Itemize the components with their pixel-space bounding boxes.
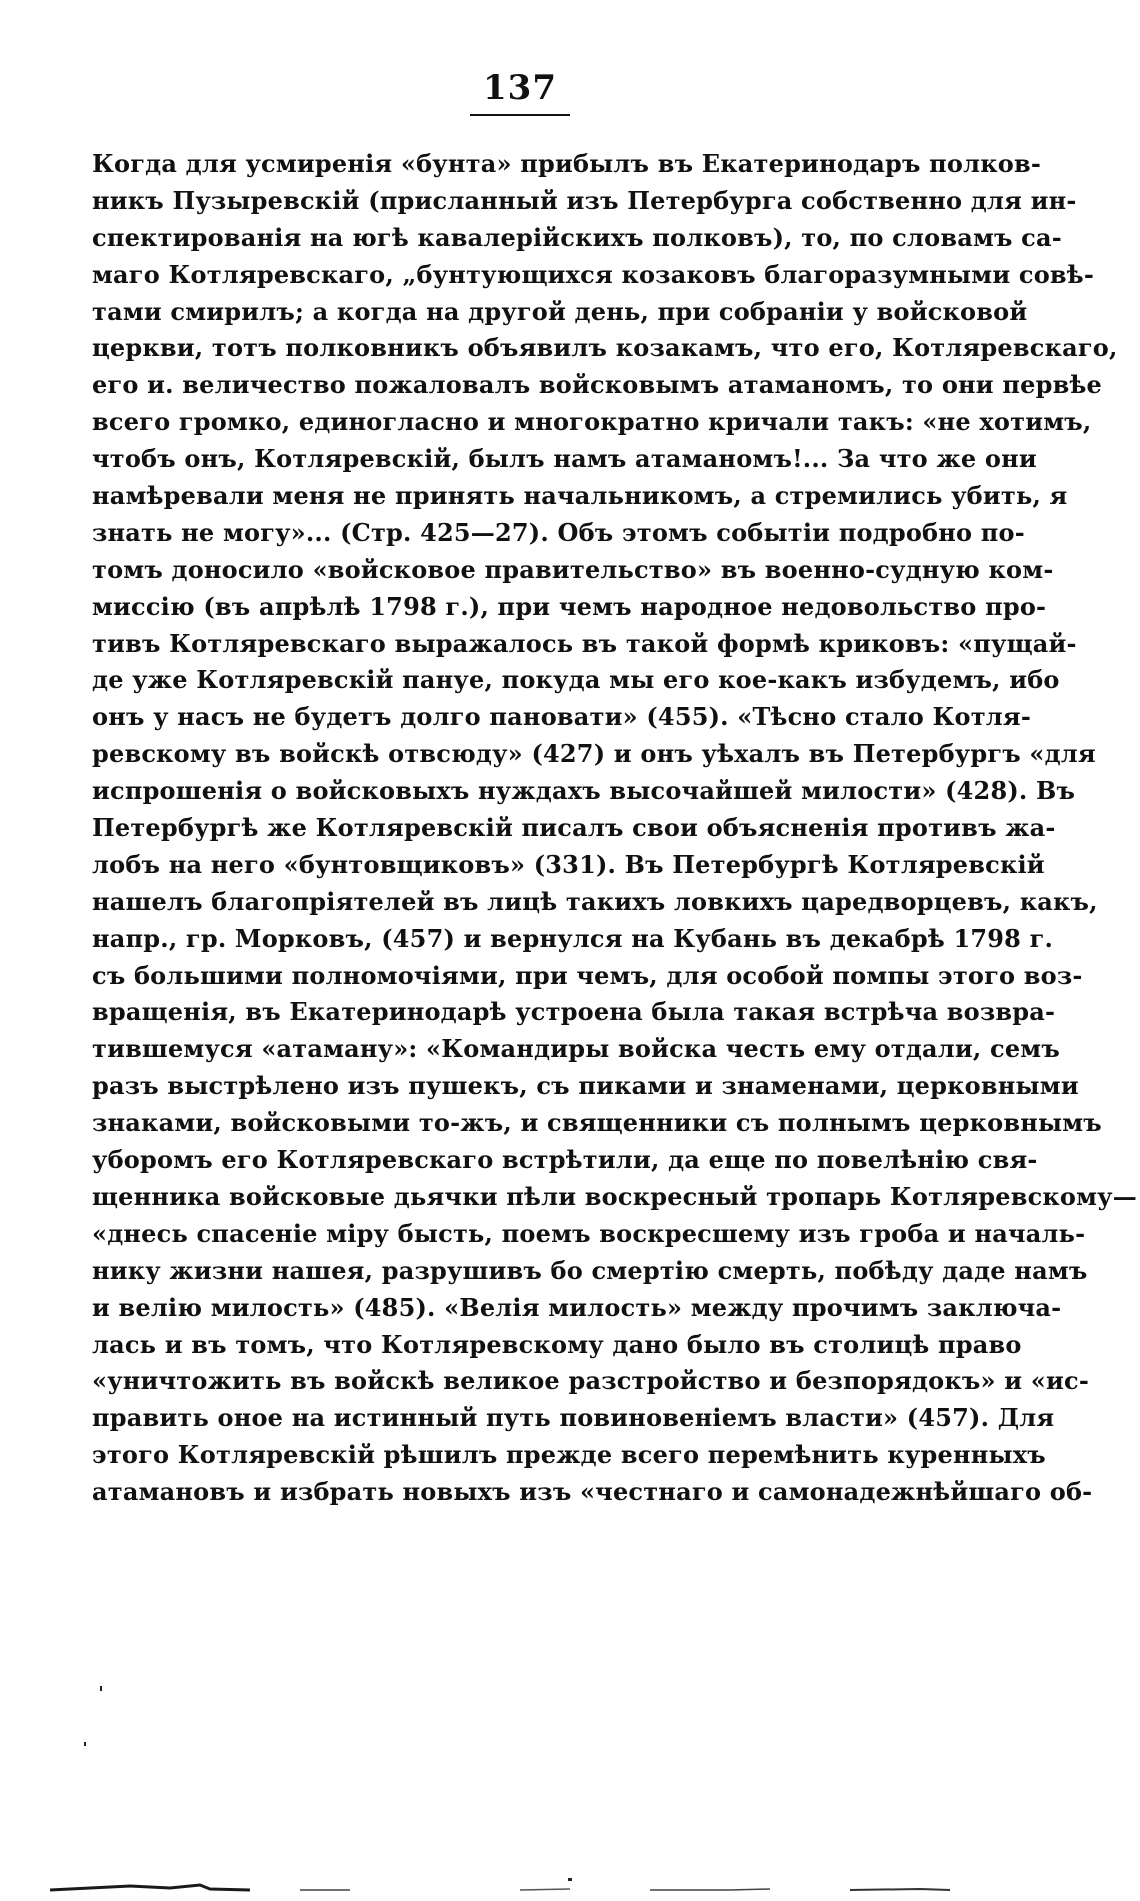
text-line: тившемуся «атаману»: «Командиры войска честь ему отдали, семъ	[92, 1034, 1060, 1064]
text-line: разъ выстрѣлено изъ пушекъ, съ пиками и знаменами, церковными	[92, 1071, 1079, 1101]
text-line: и велію милость» (485). «Велія милость» между прочимъ заключа-	[92, 1292, 1062, 1322]
text-line: съ большими полномочіями, при чемъ, для особой помпы этого воз-	[92, 960, 1083, 990]
text-line: чтобъ онъ, Котляревскій, былъ намъ атаманомъ!... За что же они	[92, 444, 1037, 474]
text-line: намѣревали меня не принять начальникомъ, а стремились убить, я	[92, 481, 1068, 511]
page-number-underline	[470, 114, 570, 116]
text-line: церкви, тотъ полковникъ объявилъ козакамъ, что его, Котляревскаго,	[92, 333, 1118, 363]
text-line: Петербургѣ же Котляревскій писалъ свои объясненія противъ жа-	[92, 813, 1056, 843]
text-line: нику жизни нашея, разрушивъ бо смертію смерть, побѣду даде намъ	[92, 1255, 1088, 1285]
text-line: Когда для усмиренія «бунта» прибылъ въ Екатеринодаръ полков-	[92, 149, 1041, 178]
text-line: тивъ Котляревскаго выражалось въ такой формѣ криковъ: «пущай-	[92, 628, 1077, 658]
text-line: этого Котляревскій рѣшилъ прежде всего перемѣнить куренныхъ	[92, 1440, 1046, 1470]
text-line: тами смирилъ; а когда на другой день, при собраніи у войсковой	[92, 296, 1028, 326]
text-line: «уничтожить въ войскѣ великое разстройство и безпорядокъ» и «ис-	[92, 1366, 1089, 1396]
text-line: знаками, войсковыми то-жъ, и священники съ полнымъ церковнымъ	[92, 1108, 1102, 1138]
text-line: править оное на истинный путь повиновеніемъ власти» (457). Для	[92, 1403, 1055, 1433]
text-line: никъ Пузыревскій (присланный изъ Петербурга собственно для ин-	[92, 185, 1077, 215]
text-line: испрошенія о войсковыхъ нуждахъ высочайшей милости» (428). Въ	[92, 776, 1076, 806]
text-line: нашелъ благопріятелей въ лицѣ такихъ ловкихъ царедворцевъ, какъ,	[92, 886, 1098, 916]
text-line: маго Котляревскаго, „бунтующихся козаковъ благоразумными совѣ-	[92, 259, 1095, 289]
text-line: миссію (въ апрѣлѣ 1798 г.), при чемъ народное недовольство про-	[92, 591, 1047, 621]
text-line: ревскому въ войскѣ отвсюду» (427) и онъ уѣхалъ въ Петербургъ «для	[92, 739, 1096, 769]
text-line: лобъ на него «бунтовщиковъ» (331). Въ Петербургѣ Котляревскій	[92, 849, 1045, 879]
text-line: лась и въ томъ, что Котляревскому дано было въ столицѣ право	[92, 1329, 1022, 1359]
text-line: его и. величество пожаловалъ войсковымъ атаманомъ, то они первѣе	[92, 370, 1102, 400]
scan-speck	[100, 1686, 102, 1691]
text-line: спектированія на югѣ кавалерійскихъ полковъ), то, по словамъ са-	[92, 222, 1062, 252]
text-line: онъ у насъ не будетъ долго пановати» (455). «Тѣсно стало Котля-	[92, 702, 1032, 732]
text-line: атамановъ и избрать новыхъ изъ «честнаго и самонадежнѣйшаго об-	[92, 1477, 1093, 1507]
scan-speck	[84, 1742, 86, 1746]
scan-edge-artifact	[50, 1878, 950, 1892]
text-line: всего громко, единогласно и многократно кричали такъ: «не хотимъ,	[92, 407, 1092, 437]
text-line: щенника войсковые дьячки пѣли воскресный тропарь Котляревскому—	[92, 1181, 1137, 1211]
text-line: томъ доносило «войсковое правительство» въ военно-судную ком-	[92, 554, 1054, 584]
text-line: де уже Котляревскій пануе, покуда мы его кое-какъ избудемъ, ибо	[92, 665, 1060, 695]
text-line: уборомъ его Котляревскаго встрѣтили, да еще по повелѣнію свя-	[92, 1145, 1038, 1175]
text-line: вращенія, въ Екатеринодарѣ устроена была такая встрѣча возвра-	[92, 997, 1056, 1027]
page-number: 137	[483, 68, 557, 108]
text-line: знать не могу»... (Стр. 425—27). Объ этомъ событіи подробно по-	[92, 517, 1025, 547]
body-text	[92, 146, 1137, 1511]
text-line: «днесь спасеніе міру бысть, поемъ воскресшему изъ гроба и началь-	[92, 1218, 1086, 1248]
text-line: напр., гр. Морковъ, (457) и вернулся на Кубань въ декабрѣ 1798 г.	[92, 923, 1054, 953]
